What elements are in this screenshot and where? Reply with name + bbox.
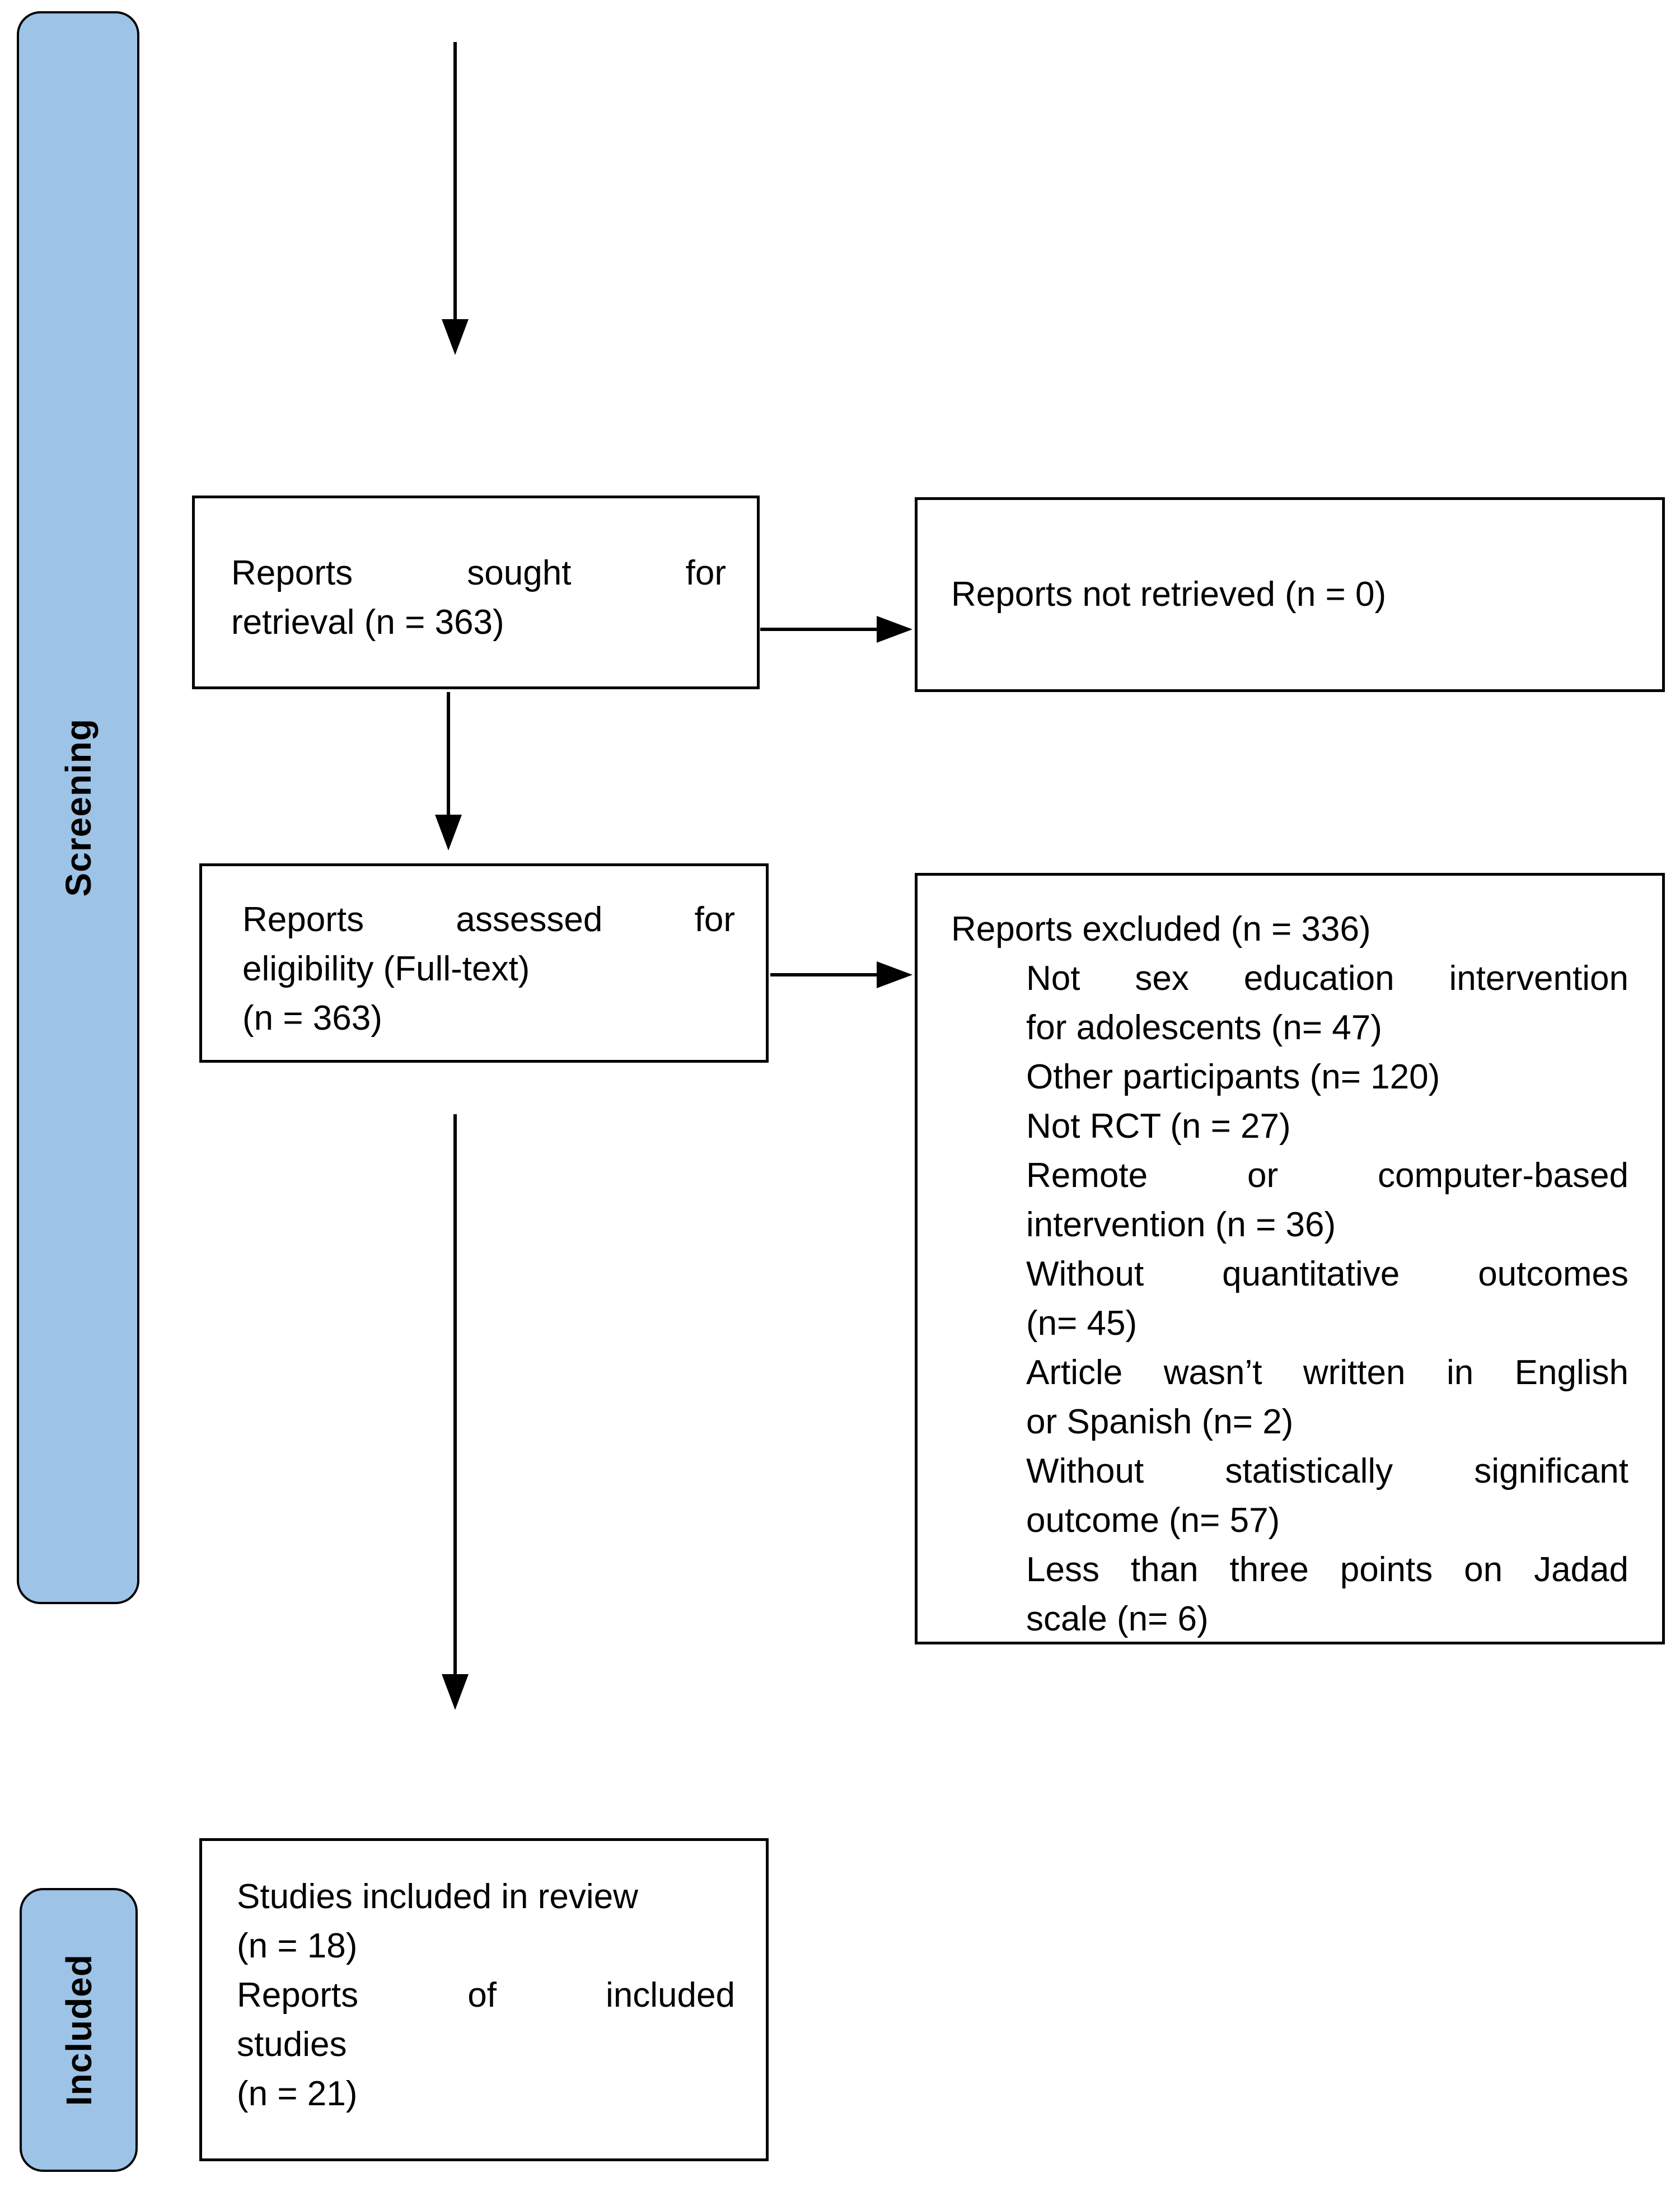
arrowhead-right-icon (877, 616, 912, 643)
arrowhead-down-icon (442, 1674, 469, 1710)
stage-bar-screening (17, 11, 139, 1604)
excluded-reason-line: Remote or computer-based (1026, 1156, 1628, 1195)
box-reports-excluded-title: Reports excluded (n = 336) (951, 910, 1371, 948)
arrow-line (760, 628, 879, 631)
box-studies-included (199, 1838, 769, 2161)
arrow-line (447, 692, 450, 816)
excluded-reason (1026, 1348, 1628, 1447)
excluded-reason-line: Less than three points on Jadad (1026, 1550, 1628, 1589)
excluded-reason (1026, 1151, 1628, 1250)
box-studies-included-line: Reports of included (237, 1976, 735, 2015)
box-reports-not-retrieved (915, 497, 1665, 692)
excluded-reason-line: or Spanish (n= 2) (1026, 1403, 1294, 1441)
stage-bar-included (20, 1888, 138, 2172)
box-reports-sought (192, 496, 760, 689)
excluded-reason (1026, 1447, 1628, 1545)
box-reports-not-retrieved-line: Reports not retrieved (n = 0) (951, 575, 1387, 614)
excluded-reason-line: intervention (n = 36) (1026, 1205, 1336, 1244)
excluded-reason-line: Other participants (n= 120) (1026, 1058, 1440, 1096)
excluded-reason (1026, 1102, 1628, 1151)
arrowhead-right-icon (877, 961, 912, 988)
excluded-reason (1026, 1545, 1628, 1644)
arrow-line (770, 973, 879, 976)
stage-label-included: Included (58, 1954, 99, 2106)
excluded-reason (1026, 954, 1628, 1053)
excluded-reason (1026, 1053, 1628, 1102)
stage-label-screening: Screening (58, 718, 99, 897)
box-studies-included-line: (n = 18) (237, 1927, 358, 1965)
box-reports-sought-line: retrieval (n = 363) (231, 603, 504, 642)
excluded-reason-line: Without quantitative outcomes (1026, 1255, 1628, 1293)
box-reports-excluded (915, 873, 1665, 1644)
excluded-reason-line: scale (n= 6) (1026, 1600, 1209, 1638)
arrow-line (453, 1114, 457, 1675)
excluded-reason-line: (n= 45) (1026, 1304, 1138, 1343)
box-reports-assessed-line: (n = 363) (242, 999, 382, 1038)
arrowhead-down-icon (442, 319, 469, 355)
box-reports-assessed-line: Reports assessed for (242, 900, 735, 939)
excluded-reason (1026, 1250, 1628, 1348)
excluded-reason-line: Article wasn’t written in English (1026, 1353, 1628, 1392)
arrow-line (453, 42, 457, 322)
excluded-reason-line: Without statistically significant (1026, 1452, 1628, 1490)
box-studies-included-line: (n = 21) (237, 2074, 358, 2113)
box-reports-assessed (199, 863, 769, 1063)
box-studies-included-line: Studies included in review (237, 1877, 638, 1916)
box-studies-included-line: studies (237, 2025, 347, 2064)
excluded-reason-line: for adolescents (n= 47) (1026, 1008, 1382, 1047)
box-reports-assessed-line: eligibility (Full-text) (242, 950, 530, 988)
arrowhead-down-icon (435, 815, 462, 850)
excluded-reason-line: Not sex education intervention (1026, 959, 1628, 998)
box-reports-sought-line: Reports sought for (231, 554, 726, 592)
excluded-reason-line: outcome (n= 57) (1026, 1501, 1280, 1540)
excluded-reason-line: Not RCT (n = 27) (1026, 1107, 1291, 1146)
